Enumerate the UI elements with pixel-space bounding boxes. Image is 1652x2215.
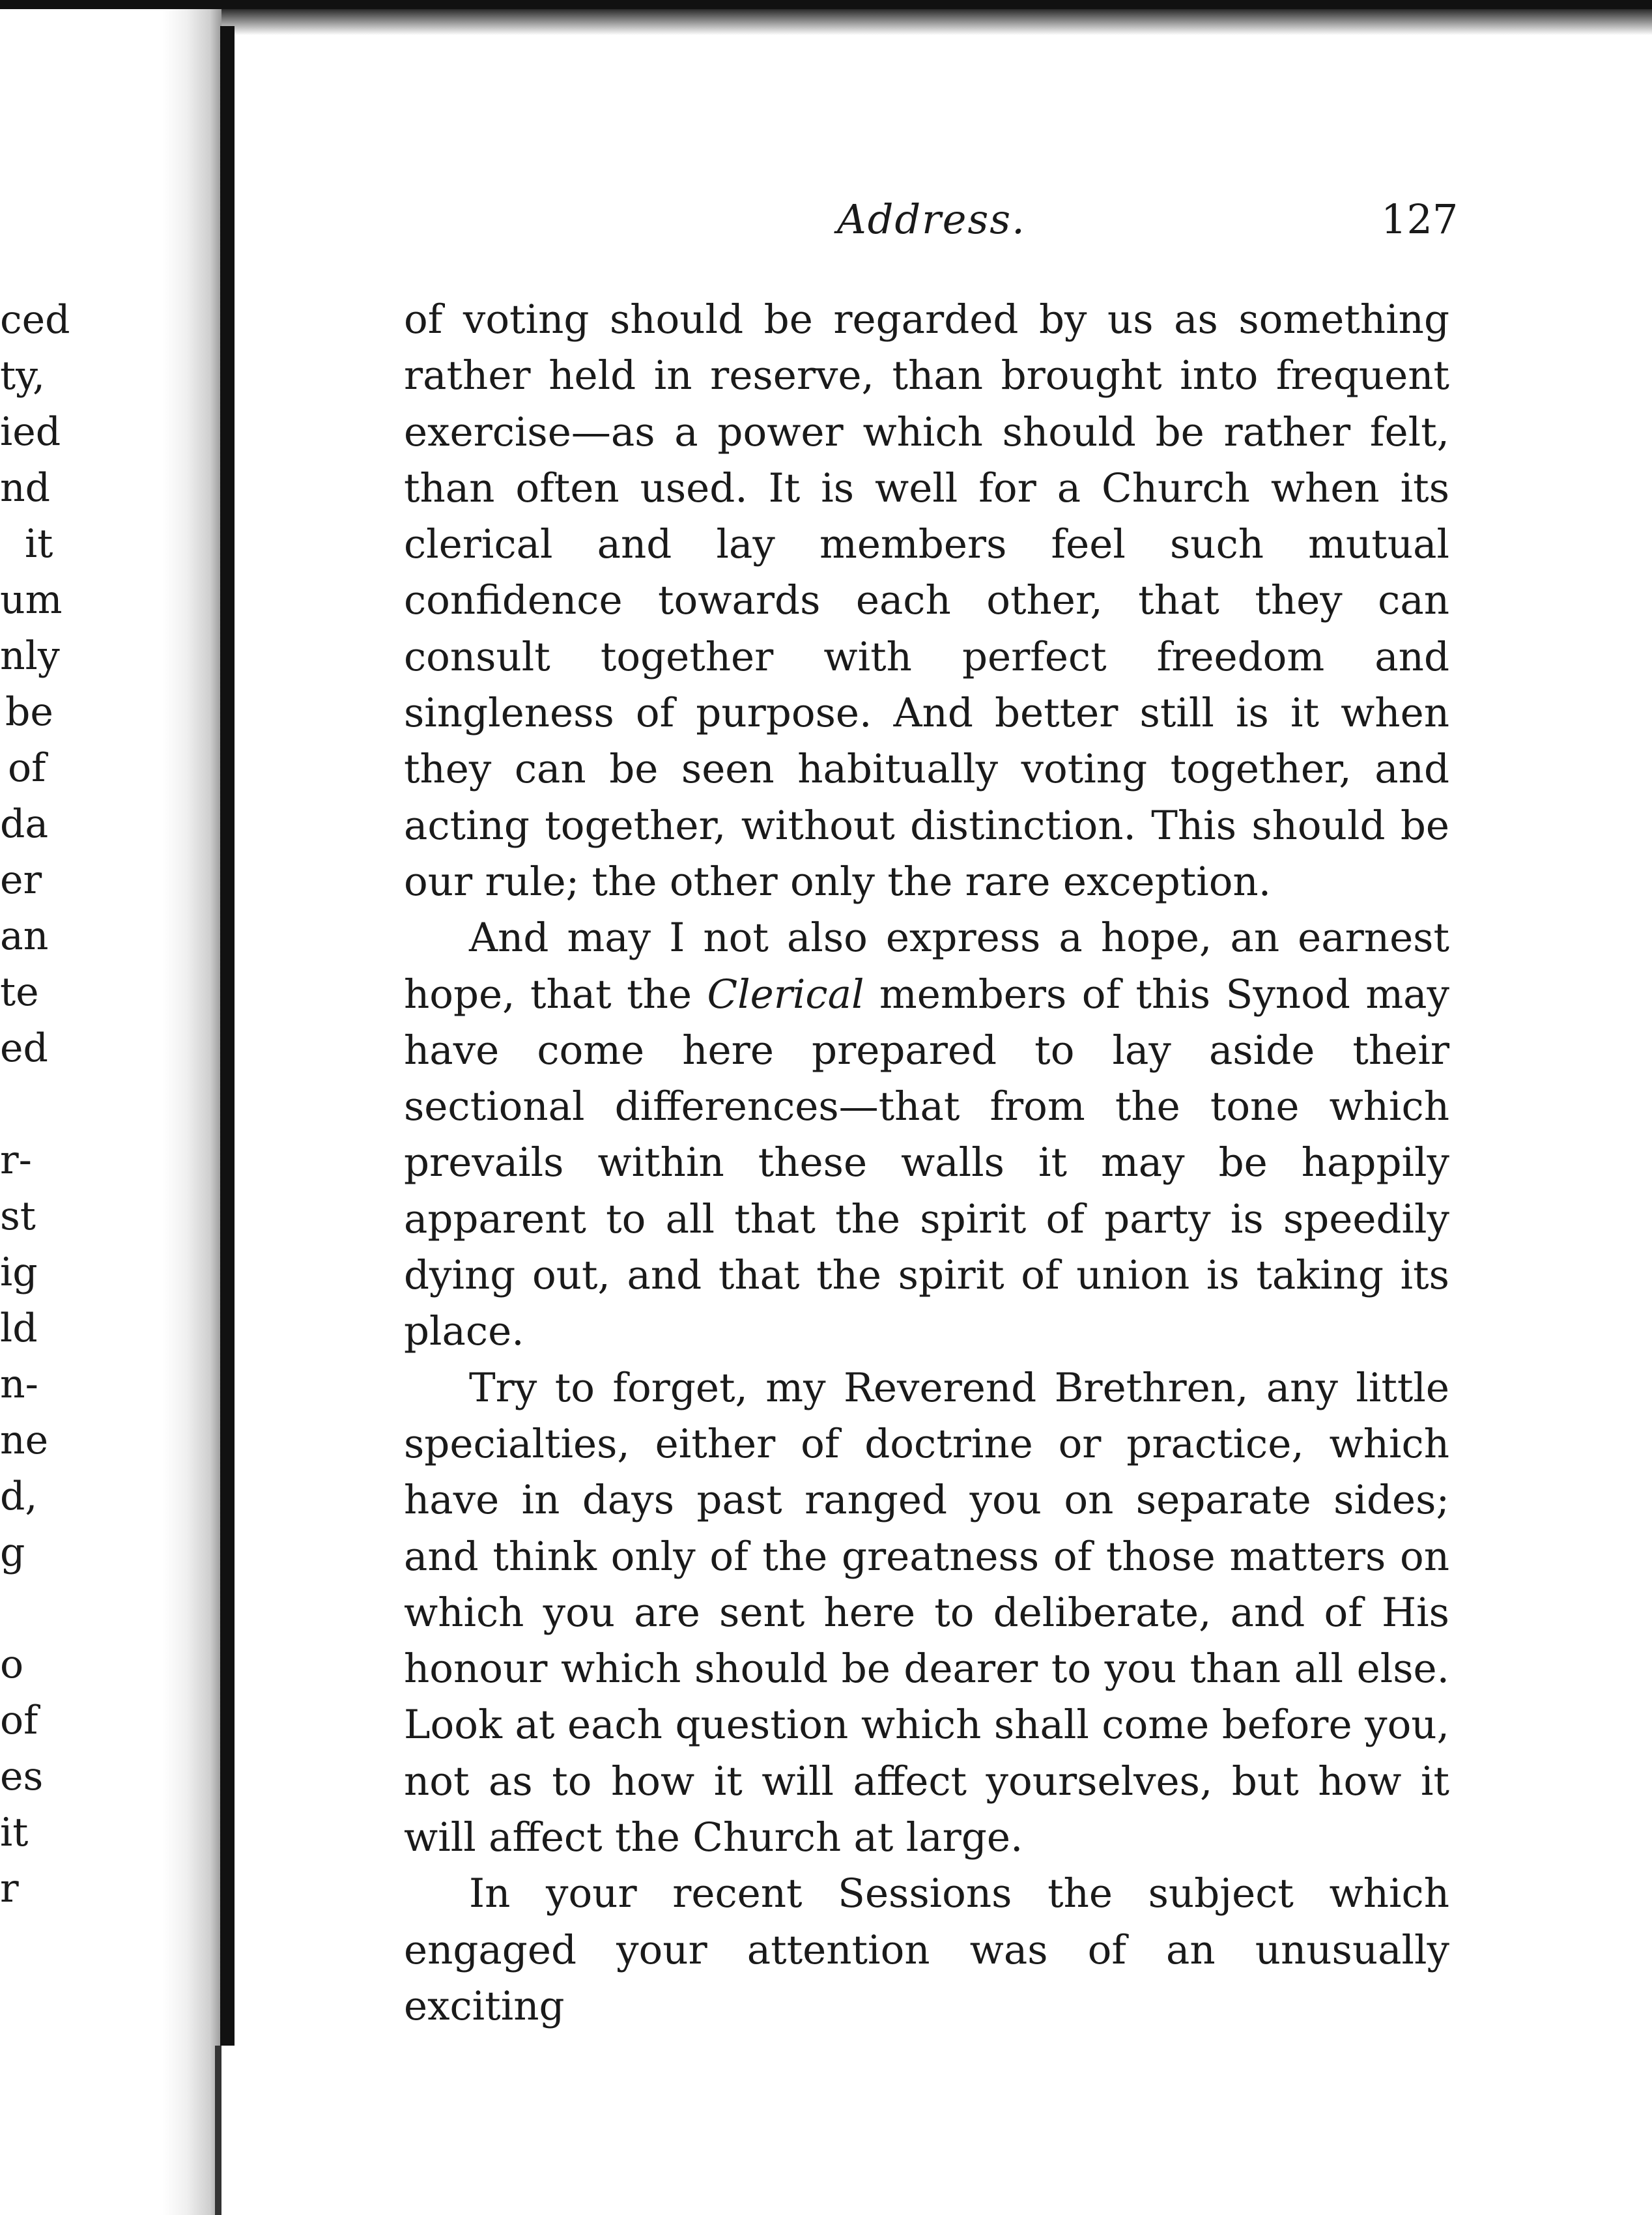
left-fragment: st xyxy=(0,1193,36,1239)
left-fragment: da xyxy=(0,801,49,847)
italic-emphasis: Clerical xyxy=(707,971,864,1018)
paragraph-text: of voting should be regarded by us as something rather held in reserve, than brought into frequent exercise—as a power which should be rather felt, than often used. It is well for a Church when its clerical and lay members feel such mutual confidence towards each other, that they can consult together with perfect freedom and singleness of purpose. And better still is it when they can be seen habitually voting together, and acting together, without distinction. This should be our rule; the other only the rare exception. xyxy=(404,296,1449,905)
book-gutter-edge xyxy=(220,26,235,2046)
left-fragment: g xyxy=(0,1530,25,1575)
paragraph-text: members of this Synod may have come here prepared to lay aside their sectional differences—that from the tone which prevails within these walls it may be happily apparent to all that the spirit of party is speedily dying out, and that the spirit of union is taking its place. xyxy=(404,971,1449,1355)
paragraph xyxy=(404,1866,1449,2035)
running-head: Address. xyxy=(837,195,1026,243)
left-fragment: um xyxy=(0,577,63,623)
paragraph xyxy=(404,1360,1449,1866)
left-fragment: ied xyxy=(0,409,61,455)
left-fragment: r- xyxy=(0,1137,32,1183)
left-fragment: n- xyxy=(0,1362,38,1407)
paragraph-text: In your recent Sessions the subject which engaged your attention was of an unusually exciting xyxy=(404,1870,1449,2029)
left-fragment: it xyxy=(0,1810,29,1855)
left-fragment: te xyxy=(0,969,39,1015)
left-fragment: of xyxy=(0,1698,38,1743)
left-fragment: nly xyxy=(0,633,60,679)
paragraph-text: And may I not also express a hope, an earnest hope, that the xyxy=(404,915,1449,1018)
body-text xyxy=(404,292,1449,2035)
left-fragment: er xyxy=(0,857,42,903)
left-fragment: o xyxy=(0,1642,24,1687)
page-number: 127 xyxy=(1381,195,1459,243)
left-fragment: be xyxy=(5,689,53,735)
book-gutter-shadow xyxy=(163,9,221,2215)
left-fragment: r xyxy=(0,1866,19,1911)
top-page-edge xyxy=(0,0,1652,9)
left-page-fragment-column xyxy=(0,9,163,2215)
paragraph-text: Try to forget, my Reverend Brethren, any little specialties, either of doctrine or practice, which have in days past ranged you on separate sides; and think only of the greatness of those matters on which you are sent here to deliberate, and of His honour which should be dearer to you than all else. Look at each question which shall come before you, not as to how it will affect yourselves, but how it will affect the Church at large. xyxy=(404,1364,1449,1861)
left-fragment: an xyxy=(0,913,49,959)
left-fragment: ig xyxy=(0,1250,38,1295)
paragraph xyxy=(404,292,1449,910)
left-fragment: d, xyxy=(0,1474,38,1519)
left-fragment: ed xyxy=(0,1025,48,1071)
paragraph xyxy=(404,910,1449,1360)
left-fragment: es xyxy=(0,1754,44,1799)
left-fragment: ced xyxy=(0,297,70,343)
left-fragment: nd xyxy=(0,465,51,511)
left-fragment: ty, xyxy=(0,353,46,399)
left-fragment: of xyxy=(8,745,46,791)
top-page-shadow xyxy=(221,9,1652,35)
left-fragment: ne xyxy=(0,1418,49,1463)
left-fragment: ld xyxy=(0,1306,38,1351)
left-fragment: it xyxy=(25,521,53,567)
book-gutter-edge-lower xyxy=(215,2046,221,2215)
